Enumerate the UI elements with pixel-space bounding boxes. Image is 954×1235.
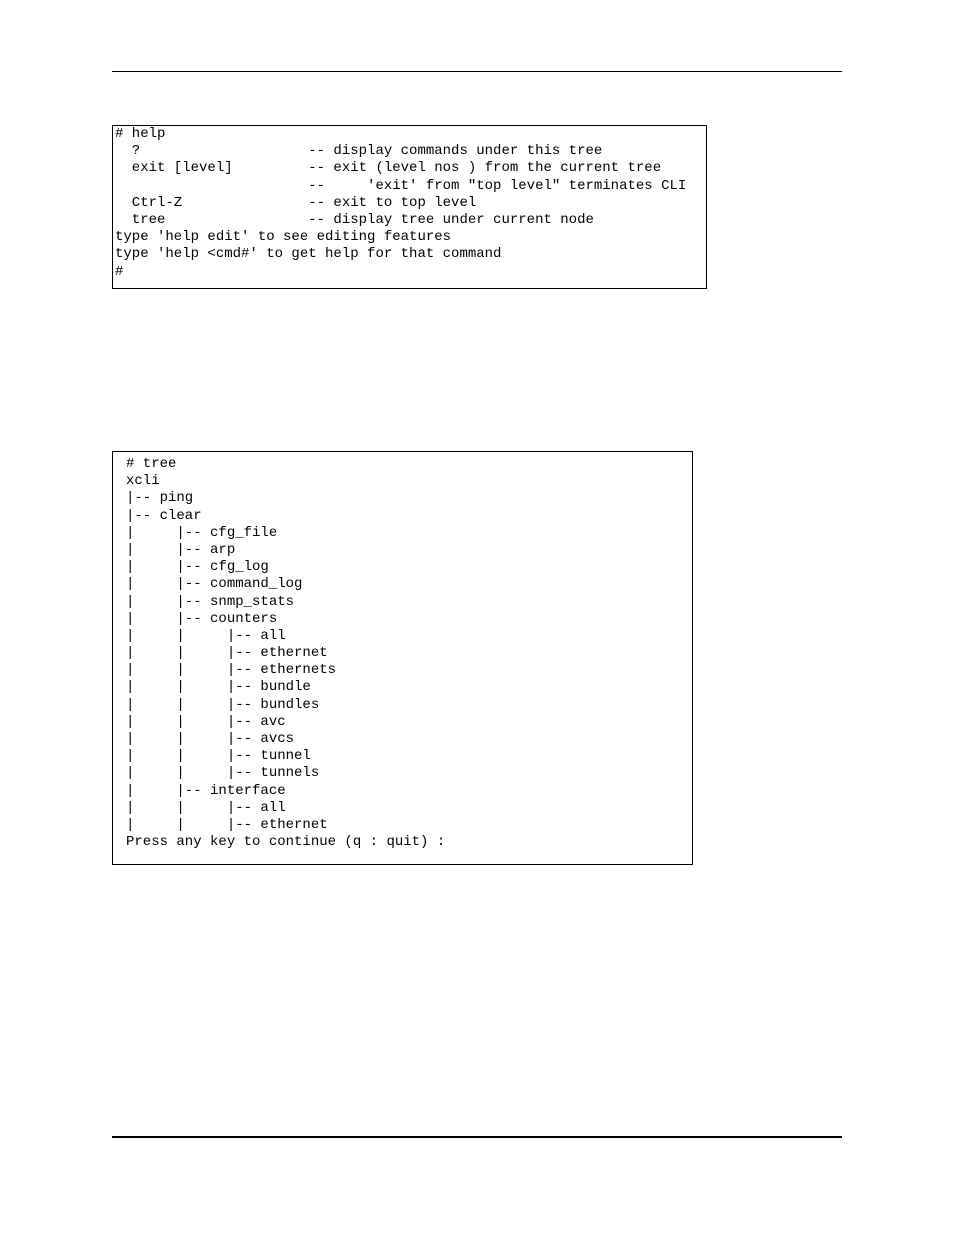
tree-line: | |-- cfg_file [126,524,278,541]
tree-line: | | |-- all [126,799,286,816]
help-line: tree -- display tree under current node [115,211,594,228]
help-line: # help [115,126,166,142]
help-line: Ctrl-Z -- exit to top level [115,194,477,211]
tree-line: | | |-- all [126,627,286,644]
tree-line: | | |-- avc [126,713,286,730]
header-rule [112,71,842,72]
tree-line: | | |-- tunnels [126,765,320,782]
help-output-text [113,126,706,281]
tree-line: | | |-- tunnel [126,748,311,765]
help-line: type 'help edit' to see editing features [115,229,452,246]
tree-line: | | |-- bundle [126,679,311,696]
help-line: exit [level] -- exit (level nos ) from the current tree [115,160,662,177]
tree-line: | |-- snmp_stats [126,593,295,610]
tree-line: | | |-- ethernets [126,662,337,679]
tree-command-output [112,451,693,865]
tree-line: | |-- command_log [126,576,303,593]
help-line: type 'help <cmd#' to get help for that command [115,246,502,263]
help-command-output [112,125,707,289]
help-line: # [115,263,124,280]
tree-line: # tree [126,456,177,472]
tree-line: |-- ping [126,490,194,507]
tree-line: |-- clear [126,507,202,524]
tree-continue-prompt: Press any key to continue (q : quit) : [126,834,446,851]
tree-line: | | |-- avcs [126,731,295,747]
tree-line: xcli [126,473,160,490]
tree-line: | |-- arp [126,541,236,558]
help-line: ? -- display commands under this tree [115,143,603,160]
tree-line: | |-- interface [126,782,286,799]
tree-line: | | |-- ethernet [126,645,328,662]
help-line: -- 'exit' from "top level" terminates CLI [115,177,687,194]
tree-output-text [113,452,692,851]
footer-rule [112,1136,842,1138]
tree-line: | |-- counters [126,610,278,627]
tree-line: | | |-- bundles [126,696,320,713]
tree-line: | |-- cfg_log [126,559,269,576]
tree-line: | | |-- ethernet [126,816,328,833]
